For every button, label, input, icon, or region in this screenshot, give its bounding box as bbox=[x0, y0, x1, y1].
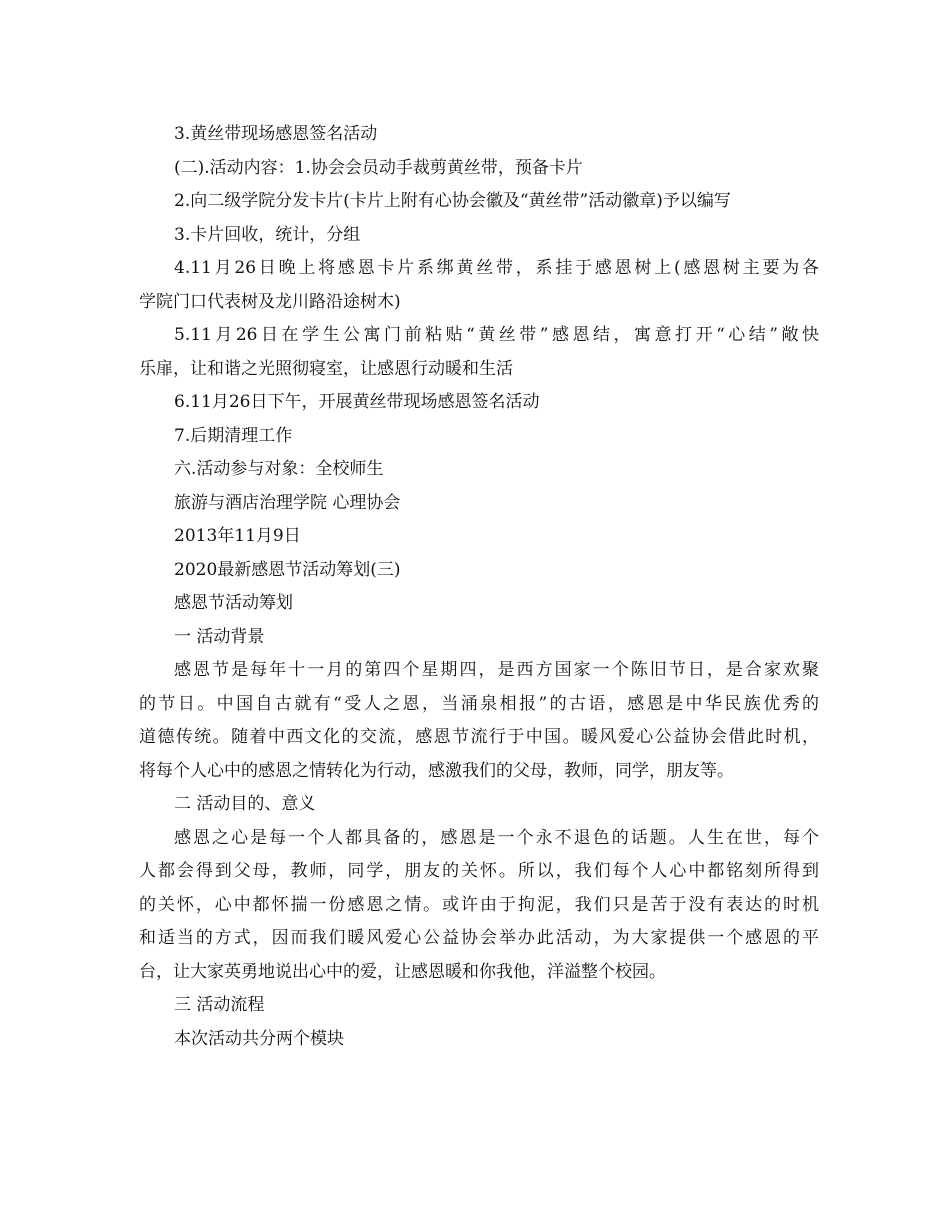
paragraph-line: 的关怀，心中都怀揣一份感恩之情。或许由于拘泥，我们只是苦于没有表达的时机 bbox=[139, 894, 819, 915]
paragraph-line: 的节日。中国自古就有“受人之恩，当涌泉相报”的古语，感恩是中华民族优秀的 bbox=[139, 693, 819, 714]
paragraph-line: 道德传统。随着中西文化的交流，感恩节流行于中国。暖风爱心公益协会借此时机， bbox=[139, 727, 819, 747]
text-line: 本次活动共分两个模块 bbox=[174, 1028, 344, 1049]
section-heading: 六.活动参与对象：全校师生 bbox=[174, 459, 384, 479]
paragraph-line: 感恩节是每年十一月的第四个星期四，是西方国家一个陈旧节日，是合家欢聚 bbox=[174, 660, 819, 680]
text-line: (二).活动内容：1.协会会员动手裁剪黄丝带，预备卡片 bbox=[174, 157, 583, 178]
organization-name: 旅游与酒店治理学院 心理协会 bbox=[174, 492, 401, 513]
text-line: 3.卡片回收，统计，分组 bbox=[174, 224, 361, 245]
document-subtitle: 感恩节活动筹划 bbox=[174, 593, 293, 613]
document-date: 2013年11月9日 bbox=[174, 526, 301, 546]
section-heading: 一 活动背景 bbox=[174, 626, 265, 647]
document-body bbox=[139, 118, 819, 1056]
document-title: 2020最新感恩节活动筹划(三) bbox=[174, 559, 401, 580]
text-line: 2.向二级学院分发卡片(卡片上附有心协会徽及“黄丝带”活动徽章)予以编写 bbox=[174, 191, 731, 211]
paragraph-line: 学院门口代表树及龙川路沿途树木) bbox=[139, 291, 401, 312]
paragraph-line: 感恩之心是每一个人都具备的，感恩是一个永不退色的话题。人生在世，每个 bbox=[174, 827, 819, 848]
text-line: 7.后期清理工作 bbox=[174, 425, 293, 446]
text-line: 6.11月26日下午，开展黄丝带现场感恩签名活动 bbox=[174, 392, 540, 412]
section-heading: 三 活动流程 bbox=[174, 995, 265, 1015]
paragraph-line: 乐扉，让和谐之光照彻寝室，让感恩行动暖和生活 bbox=[139, 358, 513, 379]
paragraph-line: 和适当的方式，因而我们暖风爱心公益协会举办此活动，为大家提供一个感恩的平 bbox=[139, 928, 819, 948]
paragraph-line: 人都会得到父母，教师，同学，朋友的关怀。所以，我们每个人心中都铭刻所得到 bbox=[139, 861, 819, 881]
paragraph-line: 台，让大家英勇地说出心中的爱，让感恩暖和你我他，洋溢整个校园。 bbox=[139, 961, 666, 982]
text-line: 3.黄丝带现场感恩签名活动 bbox=[174, 124, 378, 144]
section-heading: 二 活动目的、意义 bbox=[174, 794, 316, 814]
paragraph-line: 4.11月26日晚上将感恩卡片系绑黄丝带，系挂于感恩树上(感恩树主要为各 bbox=[174, 258, 819, 278]
paragraph-line: 将每个人心中的感恩之情转化为行动，感激我们的父母，教师，同学，朋友等。 bbox=[139, 760, 734, 781]
paragraph-line: 5.11月26日在学生公寓门前粘贴“黄丝带”感恩结，寓意打开“心结”敞快 bbox=[174, 325, 819, 345]
